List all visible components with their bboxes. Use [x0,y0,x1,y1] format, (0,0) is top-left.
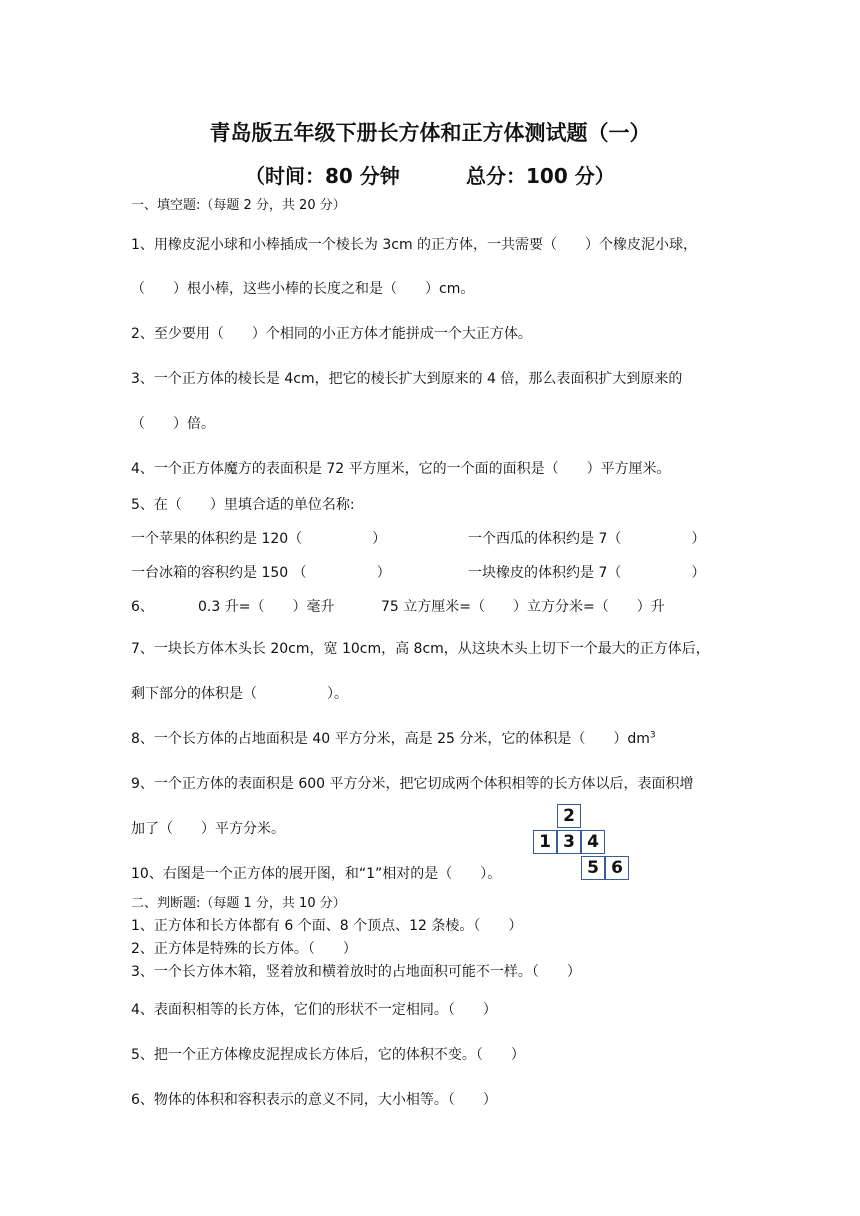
judge-question-6: 6、物体的体积和容积表示的意义不同，大小相等。（ ） [131,1092,497,1108]
question-8-text: 8、一个长方体的占地面积是 40 平方分米，高是 25 分米，它的体积是（ ）dm [131,731,650,747]
net-cell-1: 1 [533,830,557,854]
net-cell-2: 2 [557,804,581,828]
question-2: 2、至少要用（ ）个相同的小正方体才能拼成一个大正方体。 [131,326,532,342]
question-1-line1: 1、用橡皮泥小球和小棒插成一个棱长为 3cm 的正方体，一共需要（ ）个橡皮泥小球， [131,237,698,253]
question-5-item-c: 一台冰箱的容积约是 150 （ ） [131,565,391,581]
net-cell-5: 5 [581,856,605,880]
question-3-line2: （ ）倍。 [131,416,215,432]
question-9-line2: 加了（ ）平方分米。 [131,821,285,837]
subtitle-time: （时间：80 分钟 [245,164,400,188]
net-cell-6: 6 [605,856,629,880]
question-8-superscript: 3 [649,730,656,741]
question-8 [131,730,656,748]
net-cell-4: 4 [581,830,605,854]
judge-question-4: 4、表面积相等的长方体，它们的形状不一定相同。（ ） [131,1002,497,1018]
judge-question-3: 3、一个长方体木箱，竖着放和横着放时的占地面积可能不一样。（ ） [131,964,581,980]
question-7-line2: 剩下部分的体积是（ ）。 [131,686,348,702]
question-9-line1: 9、一个正方体的表面积是 600 平方分米，把它切成两个体积相等的长方体以后，表面积增 [131,776,694,792]
question-6-label: 6、 [131,599,154,615]
judge-question-5: 5、把一个正方体橡皮泥捏成长方体后，它的体积不变。（ ） [131,1047,525,1063]
question-7-line1: 7、一块长方体木头长 20cm，宽 10cm，高 8cm，从这块木头上切下一个最大的正方体后， [131,641,710,657]
question-5-item-d: 一块橡皮的体积约是 7（ ） [468,565,706,581]
question-3-line1: 3、一个正方体的棱长是 4cm，把它的棱长扩大到原来的 4 倍，那么表面积扩大到原来的 [131,371,683,387]
section2-heading: 二、判断题:（每题 1 分，共 10 分） [131,896,346,911]
subtitle-score: 总分：100 分） [466,164,615,188]
judge-question-2: 2、正方体是特殊的长方体。（ ） [131,941,357,957]
question-10: 10、右图是一个正方体的展开图，和“1”相对的是（ ）。 [131,866,502,882]
net-cell-3: 3 [557,830,581,854]
question-4: 4、一个正方体魔方的表面积是 72 平方厘米，它的一个面的面积是（ ）平方厘米。 [131,461,671,477]
question-5-item-b: 一个西瓜的体积约是 7（ ） [468,531,706,547]
question-1-line2: （ ）根小棒，这些小棒的长度之和是（ ）cm。 [131,281,475,297]
cube-net-figure [529,804,633,882]
question-5: 5、在（ ）里填合适的单位名称: [131,497,355,513]
section1-heading: 一、填空题:（每题 2 分，共 20 分） [131,198,346,213]
judge-question-1: 1、正方体和长方体都有 6 个面、8 个顶点、12 条棱。（ ） [131,918,523,934]
question-5-item-a: 一个苹果的体积约是 120（ ） [131,531,387,547]
question-6-item-a: 0.3 升=（ ）毫升 [198,599,335,615]
page-title: 青岛版五年级下册长方体和正方体测试题（一） [209,121,651,145]
question-6-item-b: 75 立方厘米=（ ）立方分米=（ ）升 [381,599,665,615]
